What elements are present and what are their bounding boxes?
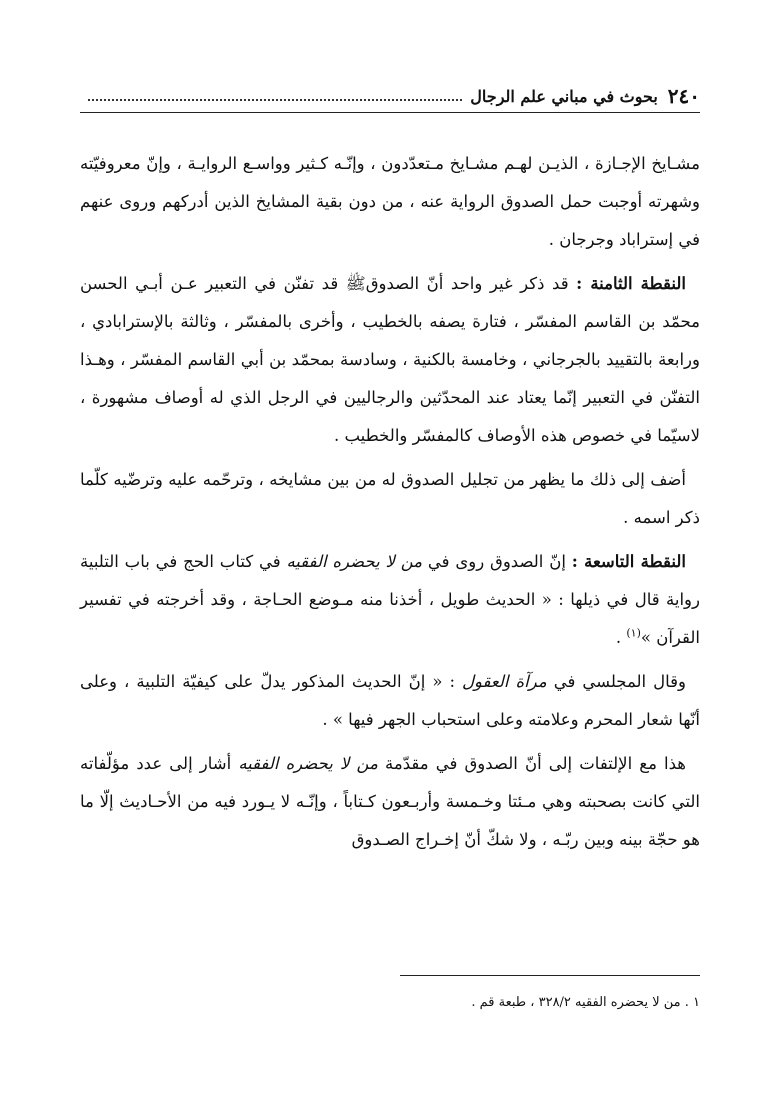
paragraph-text: إنّ الصدوق روى في xyxy=(422,552,572,571)
body-text xyxy=(80,145,700,859)
book-title: من لا يحضره الفقيه xyxy=(286,552,423,571)
book-title: من لا يحضره الفقيه xyxy=(238,754,378,773)
paragraph-text: أضف إلى ذلك ما يظهر من تجليل الصدوق له من بين مشايخه ، وترحّمه عليه وترضّيه كلّما ذكر اسمه . xyxy=(80,470,700,527)
page xyxy=(80,80,700,865)
paragraph-text: في كتاب الحج في باب التلبية رواية قال في ذيلها : « الحديث طويل ، أخذنا منه مـوضع الحـاجة ، وقد أخرجته في تفسير القرآن » xyxy=(80,552,700,647)
paragraph-text: : « إنّ الحديث المذكور يدلّ على كيفيّة التلبية ، وعلى أنّها شعار المحرم وعلامته وعلى استحباب الجهر فيها » . xyxy=(80,672,700,729)
paragraph-4 xyxy=(80,543,700,657)
book-title: مرآة العقول xyxy=(462,672,547,691)
paragraph-text: مشـايخ الإجـازة ، الذيـن لهـم مشـايخ مـتعدّدون ، وإنّـه كـثير وواسـع الروايـة ، وإنّ معروفيّته وشهرته أوجبت حمل الصدوق الرواية عنه ، من دون بقية المشايخ الذين أدركهم وروى عنهم في إستراباد وجرجان . xyxy=(80,154,700,249)
paragraph-text: هذا مع الإلتفات إلى أنّ الصدوق في مقدّمة xyxy=(377,754,686,773)
paragraph-6 xyxy=(80,745,700,859)
page-number: ٢٤٠ xyxy=(667,84,700,108)
paragraph-5 xyxy=(80,663,700,739)
footnote xyxy=(80,993,700,1013)
footnote-reference[interactable]: (١) xyxy=(626,626,641,640)
paragraph-text: وقال المجلسي في xyxy=(546,672,686,691)
point-label-eighth: النقطة الثامنة : xyxy=(576,274,686,293)
footnote-divider xyxy=(400,975,700,976)
paragraph-2 xyxy=(80,265,700,455)
paragraph-1 xyxy=(80,145,700,259)
paragraph-text: قد ذكر غير واحد أنّ الصدوقﷺ قد تفنّن في التعبير عـن أبـي الحسن محمّد بن القاسم المفسّر ، فتارة يصفه بالخطيب ، وأخرى بالمفسّر ، وثالثة بالإسترابادي ، ورابعة بالتقييد بالجرجاني ، وخامسة بالكنية ، وسادسة بمحمّد بن أبي القاسم المفسّر ، وهـذا التفنّن في التعبير إنّما يعتاد عند المحدّثين والرجاليين في الرجل الذي له أوصاف مشهورة ، لاسيّما في خصوص هذه الأوصاف كالمفسّر والخطيب . xyxy=(80,274,700,445)
paragraph-text: أشار إلى عدد مؤلّفاته التي كانت بصحبته وهي مـئتا وخـمسة وأربـعون كـتاباً ، وإنّـه لا يـورد فيه من الأحـاديث إلّا ما هو حجّة بينه وبين ربّـه ، ولا شكّ أنّ إخـراج الصـدوق xyxy=(80,754,700,849)
paragraph-text: . xyxy=(615,628,627,647)
paragraph-3 xyxy=(80,461,700,537)
running-title: بحوث في مباني علم الرجال xyxy=(470,86,658,106)
footnote-text: ١ . من لا يحضره الفقيه ٣٢٨/٢ ، طبعة قم . xyxy=(471,995,700,1010)
point-label-ninth: النقطة التاسعة : xyxy=(571,552,686,571)
header-dot-leader xyxy=(88,99,462,101)
page-header xyxy=(80,80,700,113)
